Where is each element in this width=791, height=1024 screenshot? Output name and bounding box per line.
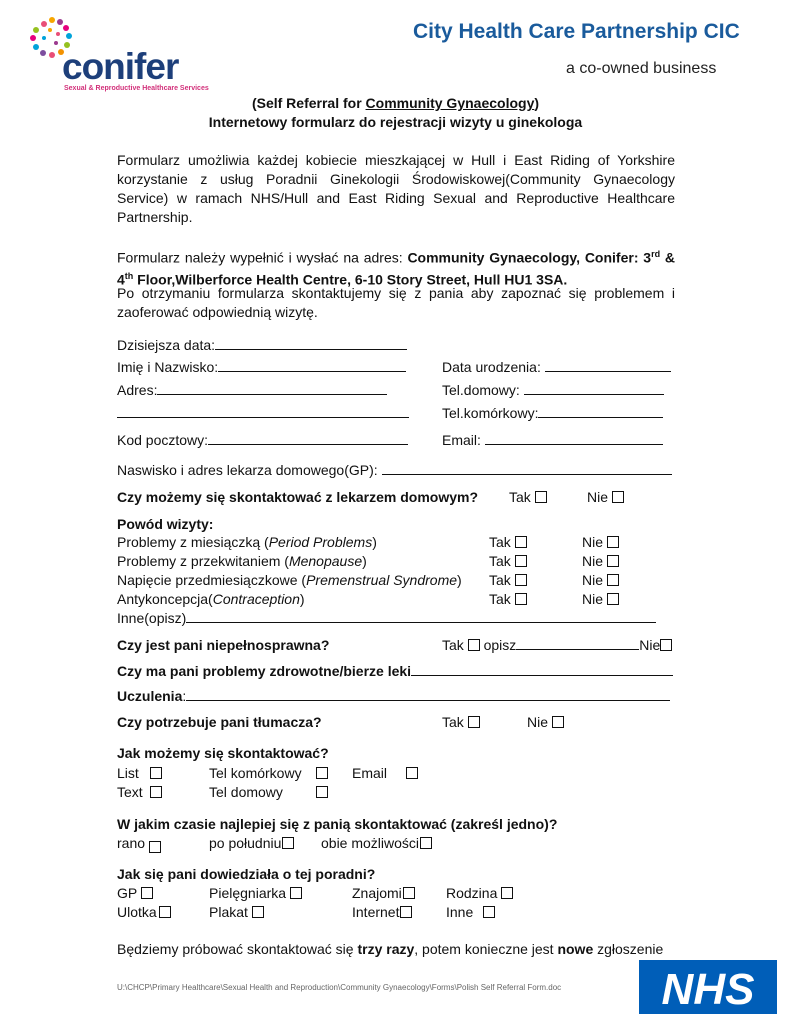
- name-field[interactable]: [218, 360, 406, 372]
- reason-item-english: Period Problems: [268, 534, 373, 550]
- mobile-label: Tel.komórkowy:: [442, 405, 539, 421]
- allergies-label: Uczulenia: [117, 688, 183, 704]
- source-poster: [209, 904, 264, 920]
- mobile-row: [442, 405, 663, 421]
- reason-item-english: Contraception: [212, 591, 300, 607]
- nhs-logo: [639, 960, 777, 1014]
- contact-time-morning-checkbox[interactable]: [149, 841, 161, 853]
- closing-bold1: trzy razy: [357, 941, 415, 957]
- title-prefix: (Self Referral for: [251, 95, 366, 111]
- conifer-logo: [22, 14, 228, 96]
- contact-method-heading: Jak możemy się skontaktować?: [117, 745, 329, 761]
- gp-label: Naswisko i adres lekarza domowego(GP):: [117, 462, 378, 478]
- postcode-row: [117, 432, 408, 448]
- reason-item: [117, 591, 305, 607]
- reason-yes: [489, 553, 527, 569]
- reason-yes-checkbox[interactable]: [515, 555, 527, 567]
- source-leaflet-checkbox[interactable]: [159, 906, 171, 918]
- dob-label: Data urodzenia:: [442, 359, 541, 375]
- address-sup-a: rd: [651, 249, 661, 259]
- source-friends-checkbox[interactable]: [403, 887, 415, 899]
- form-title-line1: [0, 95, 791, 111]
- reason-yes: [489, 572, 527, 588]
- reason-item-label: Antykoncepcja(: [117, 591, 213, 607]
- source-poster-label: Plakat: [209, 904, 248, 920]
- title-underlined: Community Gynaecology: [365, 95, 535, 111]
- reason-other-label: Inne(opisz): [117, 610, 187, 626]
- reason-yes-checkbox[interactable]: [515, 536, 527, 548]
- reason-no-checkbox[interactable]: [607, 593, 619, 605]
- email-field[interactable]: [485, 433, 663, 445]
- contact-text: [117, 784, 143, 800]
- home-tel-row: [442, 382, 664, 398]
- nhs-logo-text: NHS: [661, 965, 755, 1014]
- contact-time-afternoon: [209, 835, 294, 851]
- date-label: Dzisiejsza data:: [117, 337, 216, 353]
- contact-time-morning-label: rano: [117, 835, 146, 851]
- contact-email-label: Email: [352, 765, 388, 781]
- health-field[interactable]: [411, 664, 673, 676]
- reason-no: [582, 534, 619, 550]
- dob-field[interactable]: [545, 360, 671, 372]
- source-nurse-label: Pielęgniarka: [209, 885, 287, 901]
- contact-time-morning: [117, 835, 161, 853]
- gp-contact-no: [587, 489, 624, 505]
- disabled-describe-field[interactable]: [516, 638, 639, 650]
- source-friends-label: Znajomi: [352, 885, 402, 901]
- source-heading: Jak się pani dowiedziała o tej poradni?: [117, 866, 376, 882]
- reason-yes-label: Tak: [489, 572, 511, 588]
- reason-no-checkbox[interactable]: [607, 555, 619, 567]
- address-line2-field[interactable]: [117, 406, 409, 418]
- source-internet-checkbox[interactable]: [400, 906, 412, 918]
- source-nurse-checkbox[interactable]: [290, 887, 302, 899]
- health-row: [117, 663, 673, 679]
- interpreter-yes-label: Tak: [442, 714, 464, 730]
- disabled-describe-label: opisz: [483, 637, 517, 653]
- reason-item-english: Menopause: [288, 553, 363, 569]
- source-other-label: Inne: [446, 904, 474, 920]
- gp-contact-yes: [509, 489, 547, 505]
- source-gp-checkbox[interactable]: [141, 887, 153, 899]
- date-row: [117, 337, 407, 353]
- address-label: Adres:: [117, 382, 158, 398]
- source-poster-checkbox[interactable]: [252, 906, 264, 918]
- reason-item-label: Napięcie przedmiesiączkowe (: [117, 572, 307, 588]
- address-sup-b: th: [124, 270, 134, 281]
- reason-item: [117, 553, 367, 569]
- source-internet: [352, 904, 412, 920]
- reason-yes: [489, 534, 527, 550]
- address-prefix: Formularz należy wypełnić i wysłać na adres:: [117, 249, 408, 266]
- name-row: [117, 359, 406, 375]
- address-bold-a: Community Gynaecology, Conifer: 3: [407, 249, 652, 266]
- contact-mobile-label: Tel komórkowy: [209, 765, 302, 781]
- contact-mobile: [209, 765, 302, 781]
- interpreter-yes-checkbox[interactable]: [468, 716, 480, 728]
- source-gp: [117, 885, 153, 901]
- address-field[interactable]: [157, 383, 387, 395]
- address-paragraph: [117, 245, 675, 288]
- contact-text-label: Text: [117, 784, 143, 800]
- dob-row: [442, 359, 671, 375]
- contact-time-any: [321, 835, 432, 851]
- closing-note: [117, 941, 663, 957]
- address-bold-b: & 4: [117, 249, 676, 288]
- interpreter-no-checkbox[interactable]: [552, 716, 564, 728]
- reason-no-label: Nie: [582, 572, 604, 588]
- reason-item-end: ): [372, 534, 377, 550]
- contact-email: [352, 765, 387, 781]
- address-row: [117, 382, 387, 398]
- name-label: Imię i Nazwisko:: [117, 359, 219, 375]
- reason-heading: Powód wizyty:: [117, 516, 214, 532]
- reason-yes-label: Tak: [489, 534, 511, 550]
- reason-no: [582, 572, 619, 588]
- gp-row: [117, 462, 672, 478]
- closing-middle: , potem konieczne jest: [414, 941, 558, 957]
- disabled-yes-label: Tak: [442, 637, 464, 653]
- reason-item-label: Problemy z miesiączką (: [117, 534, 269, 550]
- contact-email-checkbox[interactable]: [406, 767, 418, 779]
- gp-contact-yes-checkbox[interactable]: [535, 491, 547, 503]
- allergies-colon: :: [182, 688, 187, 704]
- date-field[interactable]: [215, 338, 407, 350]
- gp-field[interactable]: [382, 463, 672, 475]
- contact-text-checkbox[interactable]: [150, 786, 162, 798]
- closing-suffix: zgłoszenie: [593, 941, 664, 957]
- reason-item: [117, 534, 377, 550]
- source-leaflet: [117, 904, 171, 920]
- reason-no-label: Nie: [582, 591, 604, 607]
- reason-no-label: Nie: [582, 534, 604, 550]
- disabled-question: Czy jest pani niepełnosprawna?: [117, 637, 330, 653]
- gp-contact-question: Czy możemy się skontaktować z lekarzem domowym?: [117, 489, 479, 505]
- disabled-no-checkbox[interactable]: [660, 639, 672, 651]
- gp-contact-yes-label: Tak: [509, 489, 531, 505]
- address-bold-c: Floor,Wilberforce Health Centre, 6-10 Story Street, Hull HU1 3SA.: [133, 271, 568, 288]
- closing-prefix: Będziemy próbować skontaktować się: [117, 941, 358, 957]
- contact-mobile-checkbox[interactable]: [316, 767, 328, 779]
- reason-item-english: Premenstrual Syndrome: [306, 572, 458, 588]
- reason-yes: [489, 591, 527, 607]
- reason-item-end: ): [362, 553, 367, 569]
- reason-item-end: ): [299, 591, 305, 607]
- contact-letter-checkbox[interactable]: [150, 767, 162, 779]
- source-family-checkbox[interactable]: [501, 887, 513, 899]
- reason-other-row: [117, 610, 656, 626]
- source-friends: [352, 885, 415, 901]
- source-nurse: [209, 885, 302, 901]
- allergies-field[interactable]: [186, 689, 670, 701]
- org-subtitle: a co-owned business: [566, 60, 717, 77]
- source-gp-label: GP: [117, 885, 137, 901]
- reason-yes-checkbox[interactable]: [515, 574, 527, 586]
- reason-item-end: ): [457, 572, 462, 588]
- title-suffix: ): [534, 95, 540, 111]
- reason-no-checkbox[interactable]: [607, 536, 619, 548]
- interpreter-no-label: Nie: [527, 714, 549, 730]
- address-line2-row: [117, 405, 409, 421]
- reason-no-checkbox[interactable]: [607, 574, 619, 586]
- disabled-no-label: Nie: [639, 637, 661, 653]
- logo-wordmark: conifer: [62, 46, 179, 87]
- gp-contact-no-label: Nie: [587, 489, 609, 505]
- source-leaflet-label: Ulotka: [117, 904, 157, 920]
- reason-yes-label: Tak: [489, 591, 511, 607]
- disabled-yes-checkbox[interactable]: [468, 639, 480, 651]
- reason-no: [582, 553, 619, 569]
- contact-time-any-checkbox[interactable]: [420, 837, 432, 849]
- reason-yes-checkbox[interactable]: [515, 593, 527, 605]
- contact-time-any-label: obie możliwości: [321, 835, 420, 851]
- reason-no-label: Nie: [582, 553, 604, 569]
- intro-paragraph: Formularz umożliwia każdej kobiecie mieszkającej w Hull i East Riding of Yorkshire korzystanie z usług Poradnii Ginekologii Środowiskowej(Community Gynaecology Service) w ramach NHS/Hull and East Riding Sexual and Reproductive Healthcare Partnership.: [117, 152, 675, 225]
- reason-no: [582, 591, 619, 607]
- contact-home-checkbox[interactable]: [316, 786, 328, 798]
- org-title: City Health Care Partnership CIC: [413, 20, 740, 43]
- response-paragraph: Po otrzymaniu formularza skontaktujemy się z pania aby zapoznać się problemem i zaoferować odpowiednią wizytę.: [117, 285, 675, 320]
- gp-contact-no-checkbox[interactable]: [612, 491, 624, 503]
- nhs-logo-graphic: [639, 960, 777, 1014]
- closing-bold2: nowe: [557, 941, 594, 957]
- source-other-checkbox[interactable]: [483, 906, 495, 918]
- contact-letter-label: List: [117, 765, 139, 781]
- contact-time-heading: W jakim czasie najlepiej się z panią skontaktować (zakreśl jedno)?: [117, 816, 558, 832]
- contact-time-afternoon-checkbox[interactable]: [282, 837, 294, 849]
- contact-time-afternoon-label: po południu: [209, 835, 282, 851]
- disabled-answers: [442, 637, 672, 653]
- reason-item: [117, 572, 462, 588]
- source-other: [446, 904, 495, 920]
- reason-other-field[interactable]: [186, 611, 656, 623]
- contact-letter: [117, 765, 139, 781]
- email-row: [442, 432, 663, 448]
- source-family: [446, 885, 513, 901]
- allergies-row: [117, 688, 670, 704]
- interpreter-no: [527, 714, 564, 730]
- interpreter-yes: [442, 714, 480, 730]
- footer-file-path: U:\CHCP\Primary Healthcare\Sexual Health and Reproduction\Community Gynaecology\Forms\Polish Self Referral Form.doc: [117, 983, 562, 992]
- mobile-field[interactable]: [538, 406, 663, 418]
- contact-home: [209, 784, 283, 800]
- email-label: Email:: [442, 432, 481, 448]
- health-question: Czy ma pani problemy zdrowotne/bierze leki: [117, 663, 412, 679]
- contact-home-label: Tel domowy: [209, 784, 283, 800]
- postcode-field[interactable]: [208, 433, 408, 445]
- home-tel-label: Tel.domowy:: [442, 382, 520, 398]
- source-internet-label: Internet: [352, 904, 400, 920]
- reason-yes-label: Tak: [489, 553, 511, 569]
- reason-item-label: Problemy z przekwitaniem (: [117, 553, 289, 569]
- postcode-label: Kod pocztowy:: [117, 432, 209, 448]
- form-title-line2: Internetowy formularz do rejestracji wizyty u ginekologa: [208, 114, 583, 130]
- source-family-label: Rodzina: [446, 885, 498, 901]
- interpreter-question: Czy potrzebuje pani tłumacza?: [117, 714, 322, 730]
- home-tel-field[interactable]: [524, 383, 664, 395]
- logo-tagline: Sexual & Reproductive Healthcare Services: [64, 85, 209, 92]
